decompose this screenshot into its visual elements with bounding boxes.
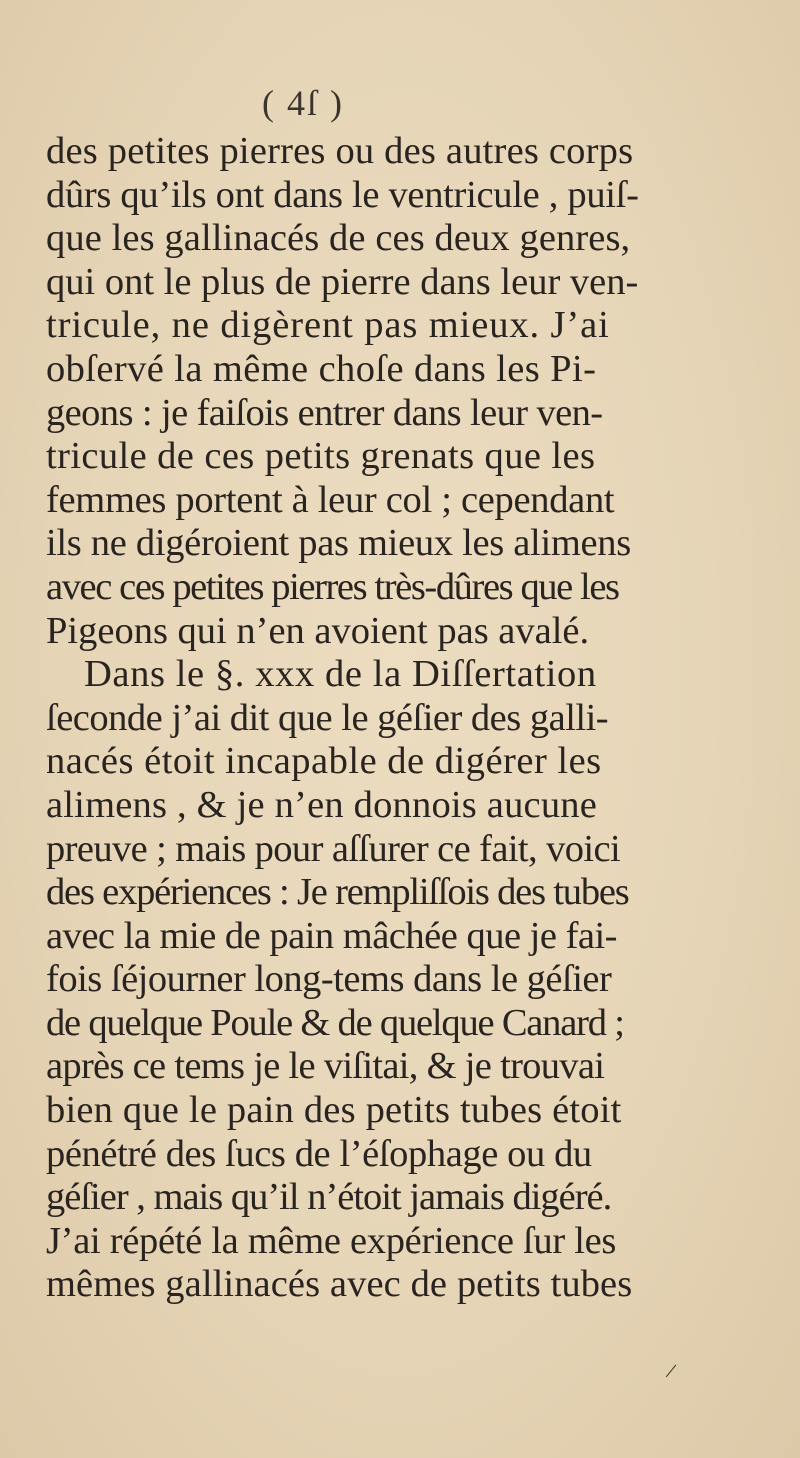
text-line: ſeconde j’ai dit que le géſier des galli- bbox=[46, 696, 609, 739]
text-line: tricule de ces petits grenats que les bbox=[46, 435, 596, 478]
text-line: femmes portent à leur col ; cependant bbox=[46, 478, 615, 521]
text-line: de quelque Poule & de quelque Canard ; bbox=[46, 1001, 624, 1044]
text-line: des petites pierres ou des autres corps bbox=[46, 130, 634, 172]
text-line: avec ces petites pierres très-dûres que les bbox=[46, 565, 619, 608]
text-line: Pigeons qui n’en avoient pas avalé. bbox=[46, 609, 590, 652]
text-line: bien que le pain des petits tubes étoit bbox=[46, 1089, 622, 1132]
text-line: Dans le §. xxx de la Diſſertation bbox=[84, 653, 597, 696]
text-line: tricule, ne digèrent pas mieux. J’ai bbox=[46, 304, 610, 347]
text-line: nacés étoit incapable de digérer les bbox=[46, 740, 602, 783]
text-line: obſervé la même choſe dans les Pi- bbox=[46, 347, 597, 390]
text-line: preuve ; mais pour aſſurer ce fait, voici bbox=[46, 827, 621, 870]
text-line: des expériences : Je rempliſſois des tubes bbox=[46, 871, 629, 914]
text-line: alimens , & je n’en donnois aucune bbox=[46, 783, 598, 826]
text-line: avec la mie de pain mâchée que je fai- bbox=[46, 914, 618, 957]
text-line: après ce tems je le viſitai, & je trouvai bbox=[46, 1045, 605, 1088]
text-line: geons : je faiſois entrer dans leur ven- bbox=[46, 391, 603, 434]
text-line: fois ſéjourner long-tems dans le géſier bbox=[46, 958, 612, 1001]
text-line: pénétré des ſucs de l’éſophage ou du bbox=[46, 1132, 592, 1175]
text-line: géſier , mais qu’il n’étoit jamais digéré. bbox=[46, 1176, 612, 1219]
text-line: mêmes gallinacés avec de petits tubes bbox=[46, 1263, 633, 1306]
text-line: J’ai répété la même expérience ſur les bbox=[46, 1219, 617, 1262]
text-line: ils ne digéroient pas mieux les alimens bbox=[46, 522, 631, 565]
page-number: ( 4ſ ) bbox=[262, 83, 344, 123]
ink-speck: / bbox=[664, 1357, 679, 1384]
text-line: qui ont le plus de pierre dans leur ven- bbox=[46, 260, 639, 303]
text-line: dûrs qu’ils ont dans le ventricule , puiſ- bbox=[46, 173, 639, 216]
text-line: que les gallinacés de ces deux genres, bbox=[46, 217, 631, 260]
body-text bbox=[46, 130, 766, 1307]
